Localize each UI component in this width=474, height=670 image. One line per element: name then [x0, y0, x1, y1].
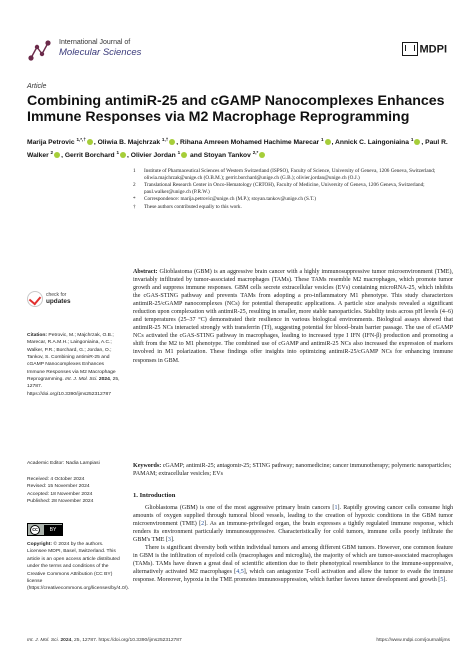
author-name: Marija Petrovic [27, 139, 77, 147]
copyright-label: Copyright: [27, 542, 52, 547]
abstract [133, 268, 453, 365]
publisher-name: MDPI [419, 43, 447, 56]
affiliation-item [133, 168, 453, 181]
citation-journal: Int. J. Mol. Sci. [65, 377, 98, 383]
reference-link[interactable]: 5 [440, 577, 444, 584]
orcid-icon[interactable] [120, 152, 126, 158]
journal-name-line1: International Journal of [59, 39, 131, 46]
paragraph-text: ]. [170, 537, 175, 544]
reference-link[interactable]: 3 [167, 537, 171, 544]
orcid-icon[interactable] [169, 139, 175, 145]
affiliation-text: These authors contributed equally to this work. [144, 203, 242, 210]
check-for-updates-badge[interactable] [27, 291, 97, 309]
paragraph-text: ]. As an immune-privileged organ, the brain expresses a tightly regulated immune response, which renders its environment particularly immunosuppressive. Characteristically for cold tumors, immune cells poorly infiltrate the GBM's TME [ [133, 521, 453, 544]
affiliation-text: Correspondence: marija.petrovic@unige.ch (M.P.); stoyan.tankov@unige.ch (S.T.) [144, 196, 316, 203]
footer-journal: Int. J. Mol. Sci. [27, 638, 60, 643]
paragraph-text: There is significant diversity both within individual tumors and among different GBM tumors. However, one common feature in GBM is the infiltration of myeloid cells (macrophages and microglia), the majority of which are tumor-associated macrophages (TAMs). TAMs have drawn a great deal of scientific attention due to their phenotypical resemblance to the immune-suppressive, alternatively activated M2 macrophages [ [133, 545, 453, 576]
affiliation-mark: † [133, 203, 136, 210]
author-affiliation-mark: 1,† [161, 137, 169, 142]
footer-year: 2024 [60, 638, 72, 643]
by-icon: BY [44, 525, 62, 535]
affiliation-text: Translational Research Center in Onco-Hematology (CRTOH), Faculty of Medicine, University of Geneva, 1206 Geneva, Switzerland; paul.walker@unige.ch (P.R.W.) [144, 182, 425, 195]
author-separator: , [176, 139, 181, 147]
author-separator: , [331, 139, 336, 147]
orcid-icon[interactable] [54, 152, 60, 158]
author-name: Annick C. Laingoniaina [335, 139, 411, 147]
affiliations [133, 168, 453, 212]
orcid-icon[interactable] [181, 152, 187, 158]
affiliation-mark: 2 [133, 182, 136, 189]
journal-name-line2: Molecular Sciences [59, 47, 142, 58]
author-affiliation-mark: 1 [321, 137, 324, 142]
mdpi-logo-icon [402, 42, 418, 56]
author-separator: , [421, 139, 426, 147]
author-affiliation-mark: 1 [410, 137, 414, 142]
copyright-block [27, 541, 130, 593]
affiliation-item [133, 182, 453, 195]
date-entry: Revised: 15 November 2024 [27, 484, 90, 490]
date-entry: Accepted: 18 November 2024 [27, 491, 93, 497]
affiliation-mark: 1 [133, 168, 136, 174]
article-type: Article [27, 83, 47, 90]
author-affiliation-mark: 2,* [252, 150, 259, 156]
affiliation-item [133, 204, 453, 211]
author-separator: , [93, 139, 98, 147]
author-name: Paul R. Walker [27, 139, 448, 160]
cc-by-license-icon[interactable] [27, 523, 63, 536]
cc-icon: cc [30, 525, 40, 535]
updates-top-text: check for [46, 292, 67, 298]
author-name: Stoyan Tankov [203, 152, 253, 160]
paragraph-text: ]. [443, 577, 447, 584]
author-affiliation-mark: 2 [50, 150, 54, 156]
reference-link[interactable]: 4,5 [236, 569, 244, 576]
affiliation-text: Institute of Pharmaceutical Sciences of Western Switzerland (ISPSO), Faculty of Science, University of Geneva, 1206 Geneva, Switzerland; oliwia.majchrzak@unige.ch (O.B.M.); gerrit.borchard@unige.ch (G.B.); olivier.jordan@unige.ch (O.J.) [144, 168, 436, 181]
orcid-icon[interactable] [259, 152, 265, 158]
keywords [133, 462, 453, 478]
keywords-label: Keywords: [133, 463, 162, 469]
section-heading: 1. Introduction [133, 492, 176, 499]
reference-link[interactable]: 1 [334, 505, 338, 511]
citation-label: Citation: [27, 333, 48, 338]
journal-name [59, 38, 141, 57]
publisher-logo [402, 40, 448, 58]
footer-journal-url[interactable]: https://www.mdpi.com/journal/ijms [376, 638, 450, 643]
intro-paragraph [133, 544, 453, 584]
reference-link[interactable]: 2 [201, 521, 205, 528]
date-entry: Published: 28 November 2024 [27, 499, 94, 505]
affiliation-mark: * [133, 196, 136, 203]
paper-title: Combining antimiR-25 and cGAMP Nanocomplexes Enhances Immune Responses via M2 Macrophage Reprogramming [27, 93, 445, 125]
citation-block [27, 332, 122, 398]
abstract-label: Abstract: [133, 269, 158, 275]
citation-doi[interactable]: , 25, 12787. https://doi.org/10.3390/ijms252312787 [27, 377, 120, 397]
keywords-text: cGAMP; antimiR-25; antagomir-25; STING pathway; nanomedicine; cancer immunotherapy; polymeric nanoparticles; PAMAM; extracellular vesicles; EVs [133, 463, 452, 478]
check-updates-icon [27, 291, 43, 307]
author-separator: , [61, 152, 65, 160]
author-separator: , [127, 152, 131, 160]
author-affiliation-mark: 1,*,† [76, 137, 86, 142]
author-name: Olivier Jordan [130, 152, 178, 160]
author-affiliation-mark: 1 [116, 150, 120, 156]
orcid-icon[interactable] [325, 139, 331, 145]
author-separator: and [188, 152, 204, 160]
orcid-icon[interactable] [87, 139, 93, 145]
author-affiliation-mark: 1 [177, 150, 181, 156]
introduction-text [133, 504, 453, 584]
paragraph-text: ]. Rapidly growing cancer cells consume high amounts of oxygen supplied through tumoral blood vessels, leading to the creation of hypoxic conditions in the GBM tumor microenvironment (TME) [ [133, 505, 453, 528]
author-name: Gerrit Borchard [64, 152, 117, 160]
author-list [27, 135, 452, 161]
publication-dates [27, 476, 122, 505]
affiliation-item [133, 196, 453, 203]
journal-header [27, 36, 447, 66]
orcid-icon[interactable] [414, 139, 420, 145]
academic-editor: Academic Editor: Nadia Lampiasi [27, 461, 100, 466]
author-name: Rihana Amreen Mohamed Hachime Marecar [180, 139, 321, 147]
copyright-text: © 2024 by the authors. Licensee MDPI, Basel, Switzerland. This article is an open access article distributed under the terms and conditions of the Creative Commons Attribution (CC BY) license (https://creativecommons.org/licenses/by/4.0/). [27, 542, 130, 592]
citation-year: 2024 [98, 377, 110, 383]
author-name: Oliwia B. Majchrzak [97, 139, 162, 147]
date-entry: Received: 4 October 2024 [27, 477, 85, 482]
footer-doi[interactable]: , 25, 12787. https://doi.org/10.3390/ijms252312787 [71, 638, 182, 643]
paragraph-text: ], which can antagonize T-cell activation and allow the tumor to evade the immune response. Moreover, hypoxia in the TME promotes immunosuppression, which further favors tumor development and growth [ [133, 569, 453, 584]
ijms-journal-icon [27, 38, 53, 62]
citation-text: Petrovic, M.; Majchrzak, O.B.; Marecar, R.A.M.H.; Laingoniaina, A.C.; Walker, P.R.; Borchard, G.; Jordan, O.; Tankov, S. Combining antimiR-25 and cGAMP Nanocomplexes Enhances Immune Responses via M2 Macrophage Reprogramming. [27, 333, 116, 383]
footer-citation [27, 638, 182, 643]
updates-bottom-text: updates [46, 298, 71, 305]
paragraph-text: Glioblastoma (GBM) is one of the most aggressive primary brain cancers [ [145, 505, 335, 511]
abstract-text: Glioblastoma (GBM) is an aggressive brain cancer with a highly immunosuppressive tumor microenvironment (TME), invariably infiltrated by tumor-associated macrophages (TAMs). These TAMs resemble M2 macrophages, which promote tumor growth and suppress immune responses. GBM cells secrete extracellular vesicles (EVs) containing microRNA-25, which inhibits the cGAS-STING pathway and prevents TAMs from adopting a pro-inflammatory M1 phenotype. This study characterizes antimiR-25/cGAMP nanocomplexes (NCs) for potential therapeutic applications. A particle size analysis revealed a significant reduction upon complexation with antimiR-25, resulting in smaller, more stable nanoparticles. Stability tests across pH levels (4–6) and temperatures (25–37 °C) demonstrated their resilience in various biological environments. Biological assays showed that antimiR-25 NCs interacted strongly with transferrin (Tf), suggesting potential for blood–brain barrier passage. The use of cGAMP NCs activated the cGAS-STING pathway in macrophages, leading to increased type I IFN (IFN-β) production and promoting a shift from the M2 to M1 phenotype. The combined use of cGAMP and antimiR-25 NCs also increased the expression of markers involved in M1 polarization. These findings offer insights into optimizing antimiR-25/cGAMP NCs for enhancing immune responses in GBM. [133, 269, 454, 364]
intro-paragraph [133, 504, 453, 544]
